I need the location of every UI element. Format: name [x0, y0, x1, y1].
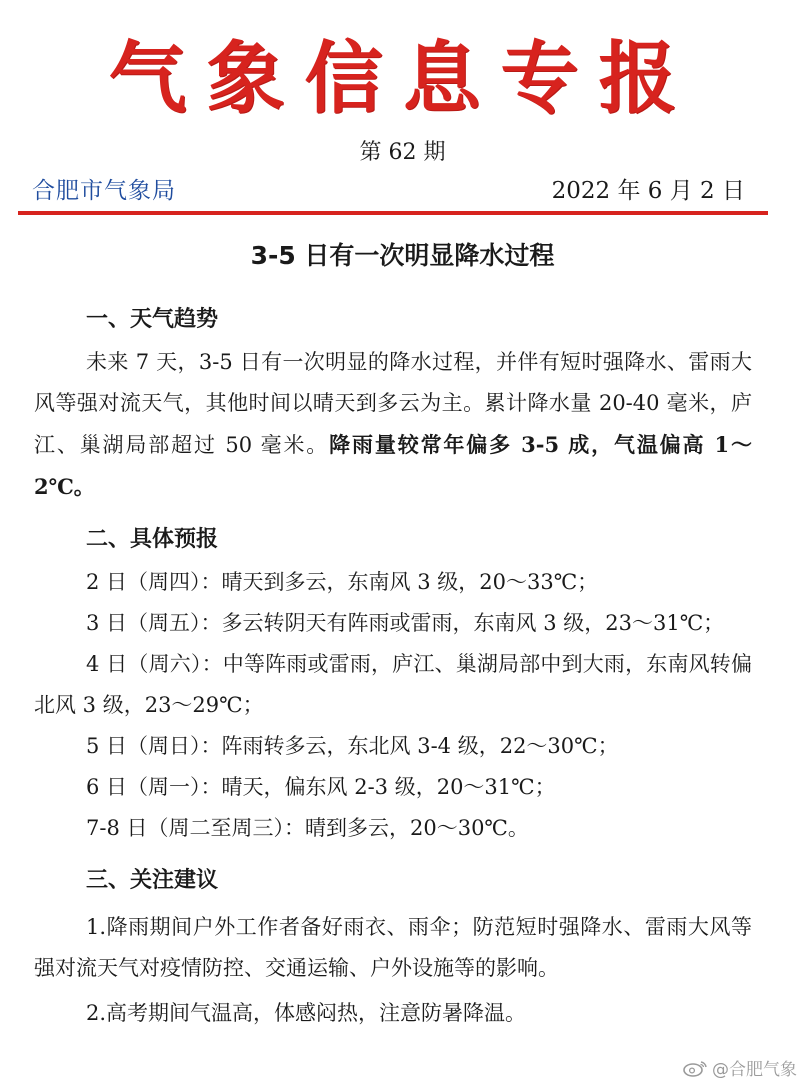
forecast-item: 4 日（周六）：中等阵雨或雷雨，庐江、巢湖局部中到大雨，东南风转偏北风 3 级，23～29℃；: [34, 652, 752, 717]
weibo-icon: [682, 1059, 708, 1077]
advice-item: 1.降雨期间户外工作者备好雨衣、雨伞；防范短时强降水、雷雨大风等强对流天气对疫情防控、交通运输、户外设施等的影响。: [34, 915, 752, 980]
watermark-text: @合肥气象: [712, 1060, 797, 1080]
section-heading-trend: 一、天气趋势: [86, 307, 219, 332]
trend-bold-text: 降雨量较常年偏多 3-5 成，气温偏高 1～2℃。: [34, 432, 753, 499]
section-heading-advice: 三、关注建议: [86, 868, 219, 893]
report-body: [34, 298, 752, 1034]
publish-date: 2022 年 6 月 2 日: [551, 178, 745, 204]
section-heading-forecast: 二、具体预报: [86, 527, 219, 552]
agency-name: 合肥市气象局: [32, 178, 176, 204]
report-headline: 3-5 日有一次明显降水过程: [250, 241, 555, 270]
weibo-watermark: [682, 1055, 797, 1080]
trend-paragraph: [34, 342, 752, 508]
issue-number: 第 62 期: [359, 140, 446, 165]
forecast-item: 6 日（周一）：晴天，偏东风 2-3 级，20～31℃；: [86, 775, 556, 799]
forecast-item: 5 日（周日）：阵雨转多云，东北风 3-4 级，22～30℃；: [86, 734, 619, 758]
forecast-item: 3 日（周五）：多云转阴天有阵雨或雷雨，东南风 3 级，23～31℃；: [86, 611, 725, 635]
masthead-title: 气象信息专报: [108, 33, 697, 124]
forecast-item: 2 日（周四）：晴天到多云，东南风 3 级，20～33℃；: [86, 570, 599, 594]
advice-item: 2.高考期间气温高，体感闷热，注意防暑降温。: [86, 1001, 527, 1025]
trend-text: 未来 7 天，3-5 日有一次明显的降水过程，并伴有短时强降水、雷雨大风等强对流天气，其他时间以晴天到多云为主。累计降水量 20-40 毫米，庐江、巢湖局部超过 50 毫米。: [34, 350, 752, 457]
forecast-item: 7-8 日（周二至周三）：晴到多云，20～30℃。: [86, 816, 529, 840]
header-divider: [18, 211, 768, 215]
